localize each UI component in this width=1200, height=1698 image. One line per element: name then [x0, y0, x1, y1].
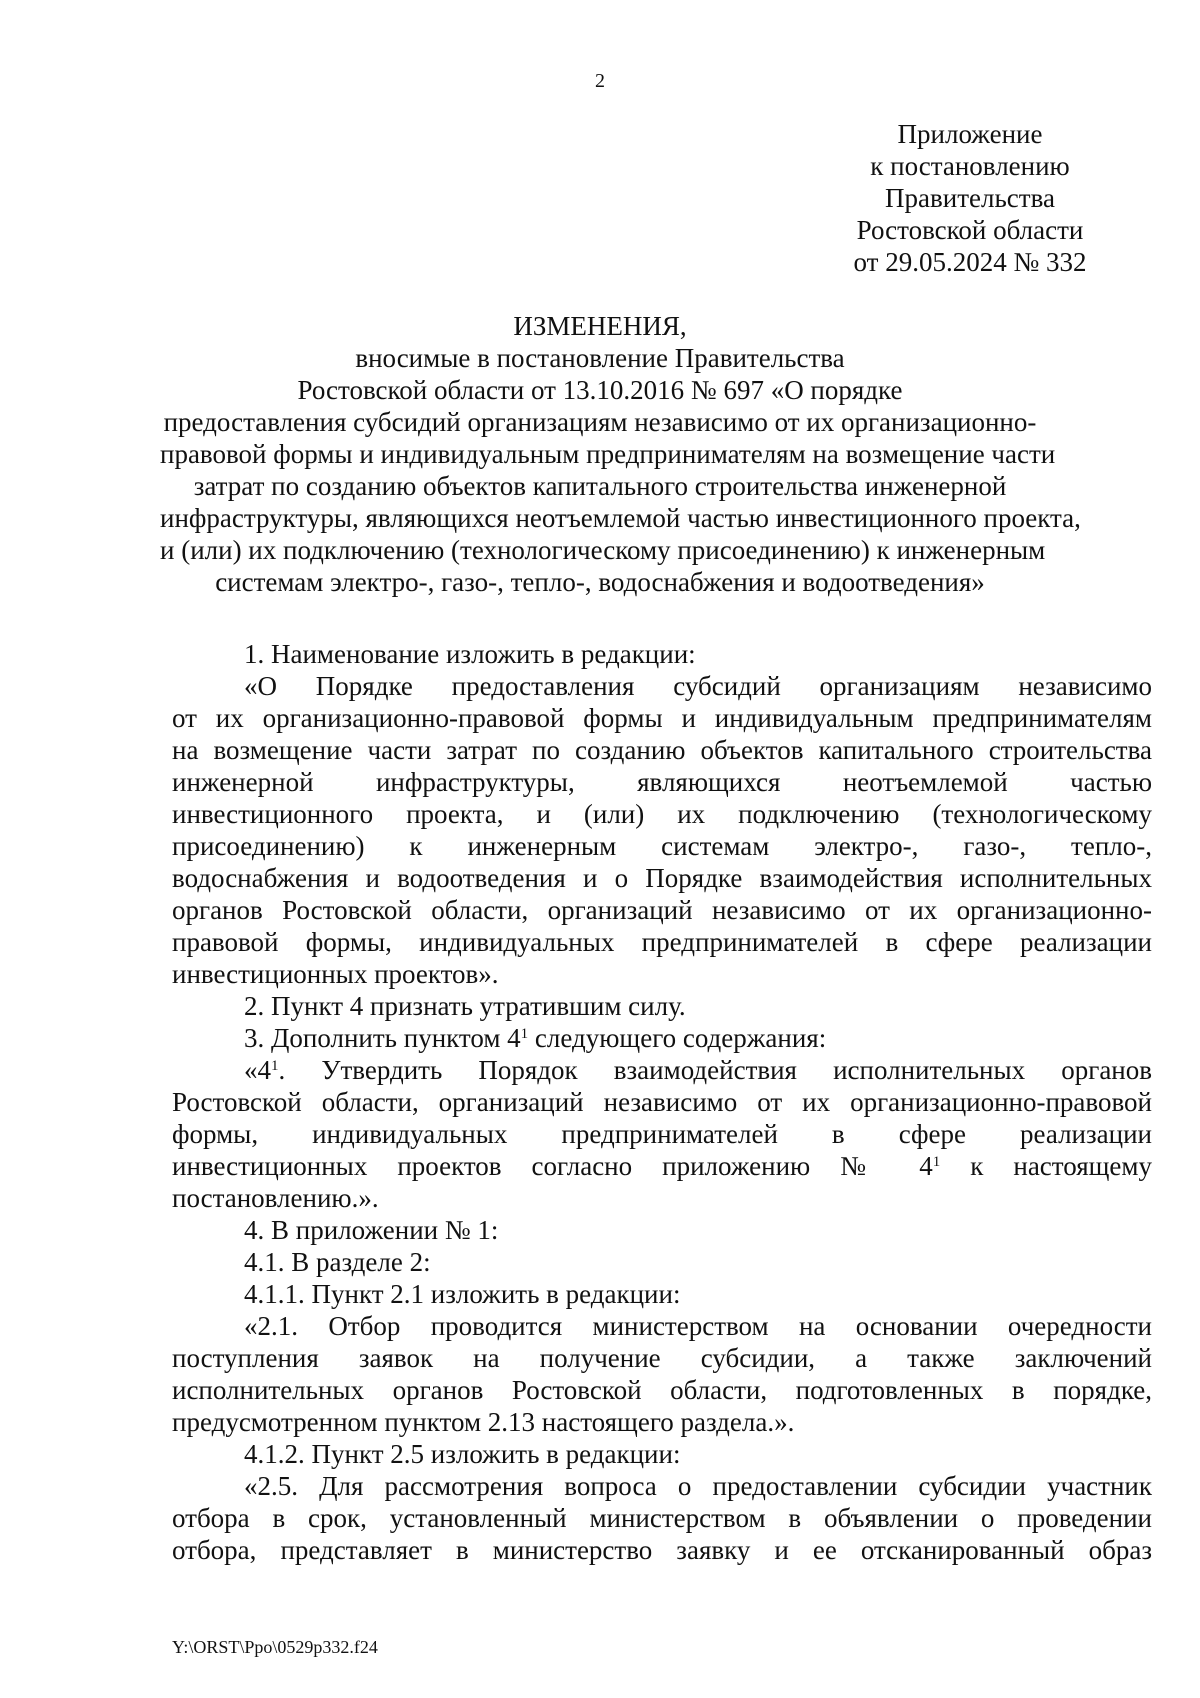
title-line: затрат по созданию объектов капитального строительства инженерной: [193, 471, 1007, 501]
item-3-text-line: постановлению.».: [172, 1183, 379, 1213]
quote-start: «4: [244, 1055, 271, 1085]
appendix-line: от 29.05.2024 № 332: [853, 247, 1087, 277]
title-line: и (или) их подключению (технологическому присоединению) к инженерным: [160, 535, 1046, 565]
item-1-text-line: на возмещение части затрат по созданию объектов капитального строительства: [172, 735, 1152, 765]
item-3-text-line: [172, 1054, 1152, 1086]
item-3-text-line: Ростовской области, организаций независимо от их организационно-правовой: [172, 1087, 1152, 1117]
superscript: 1: [271, 1058, 279, 1074]
item-1-text-line: органов Ростовской области, организаций независимо от их организационно-: [172, 895, 1152, 925]
appendix-line: Правительства: [885, 183, 1055, 213]
item-3-heading: [172, 1022, 1152, 1054]
title-heading: ИЗМЕНЕНИЯ,: [513, 311, 687, 341]
item-1-heading: 1. Наименование изложить в редакции:: [244, 639, 696, 669]
item-4-1-2: 4.1.2. Пункт 2.5 изложить в редакции:: [244, 1439, 681, 1469]
item-3-text-line: [172, 1150, 1152, 1182]
quote-text: . Утвердить Порядок взаимодействия исполнительных органов: [278, 1055, 1152, 1085]
document-title: [160, 310, 1081, 598]
item-3-text: 3. Дополнить пунктом 4: [244, 1023, 521, 1053]
title-line: инфраструктуры, являющихся неотъемлемой частью инвестиционного проекта,: [160, 503, 1081, 533]
item-4-1-2-text-line: отбора, представляет в министерство заявку и ее отсканированный образ: [172, 1535, 1152, 1565]
superscript: 1: [932, 1154, 941, 1170]
item-1-text-line: инвестиционных проектов».: [172, 959, 499, 989]
item-4-1-2-text-line: отбора в срок, установленный министерством в объявлении о проведении: [172, 1503, 1152, 1533]
quote-text: инвестиционных проектов согласно приложению № 4: [172, 1151, 933, 1181]
item-1-text-line: правовой формы, индивидуальных предпринимателей в сфере реализации: [172, 927, 1152, 957]
document-body: [172, 638, 1152, 1566]
title-line: вносимые в постановление Правительства: [355, 343, 845, 373]
title-line: предоставления субсидий организациям независимо от их организационно-: [163, 407, 1037, 437]
item-3-text-line: формы, индивидуальных предпринимателей в сфере реализации: [172, 1119, 1152, 1149]
item-4-1-1: 4.1.1. Пункт 2.1 изложить в редакции:: [244, 1279, 681, 1309]
appendix-line: к постановлению: [870, 151, 1070, 181]
appendix-line: Приложение: [897, 119, 1043, 149]
item-1-text-line: инженерной инфраструктуры, являющихся неотъемлемой частью: [172, 767, 1152, 797]
title-line: Ростовской области от 13.10.2016 № 697 «О порядке: [297, 375, 903, 405]
file-path-footer: Y:\ORST\Ppo\0529p332.f24: [172, 1637, 378, 1657]
appendix-line: Ростовской области: [856, 215, 1084, 245]
item-4-1: 4.1. В разделе 2:: [244, 1247, 431, 1277]
quote-text: к настоящему: [940, 1151, 1152, 1181]
appendix-header: [850, 118, 1090, 278]
item-4-1-1-text-line: «2.1. Отбор проводится министерством на основании очередности: [244, 1311, 1152, 1341]
page-number: 2: [595, 70, 605, 92]
title-line: системам электро-, газо-, тепло-, водоснабжения и водоотведения»: [215, 567, 985, 597]
item-4-1-1-text-line: предусмотренном пунктом 2.13 настоящего раздела.».: [172, 1407, 795, 1437]
item-1-text-line: от их организационно-правовой формы и индивидуальным предпринимателям: [172, 703, 1152, 733]
item-4: 4. В приложении № 1:: [244, 1215, 499, 1245]
title-line: правовой формы и индивидуальным предпринимателям на возмещение части: [160, 439, 1056, 469]
item-1-text-line: инвестиционного проекта, и (или) их подключению (технологическому: [172, 799, 1152, 829]
item-1-text-line: «О Порядке предоставления субсидий организациям независимо: [244, 671, 1152, 701]
item-1-text-line: водоснабжения и водоотведения и о Порядке взаимодействия исполнительных: [172, 863, 1152, 893]
superscript: 1: [520, 1026, 529, 1042]
item-3-text: следующего содержания:: [528, 1023, 827, 1053]
item-4-1-2-text-line: «2.5. Для рассмотрения вопроса о предоставлении субсидии участник: [244, 1471, 1152, 1501]
item-4-1-1-text-line: исполнительных органов Ростовской области, подготовленных в порядке,: [172, 1375, 1152, 1405]
item-2: 2. Пункт 4 признать утратившим силу.: [244, 991, 686, 1021]
item-1-text-line: присоединению) к инженерным системам электро-, газо-, тепло-,: [172, 831, 1152, 861]
item-4-1-1-text-line: поступления заявок на получение субсидии, а также заключений: [172, 1343, 1152, 1373]
